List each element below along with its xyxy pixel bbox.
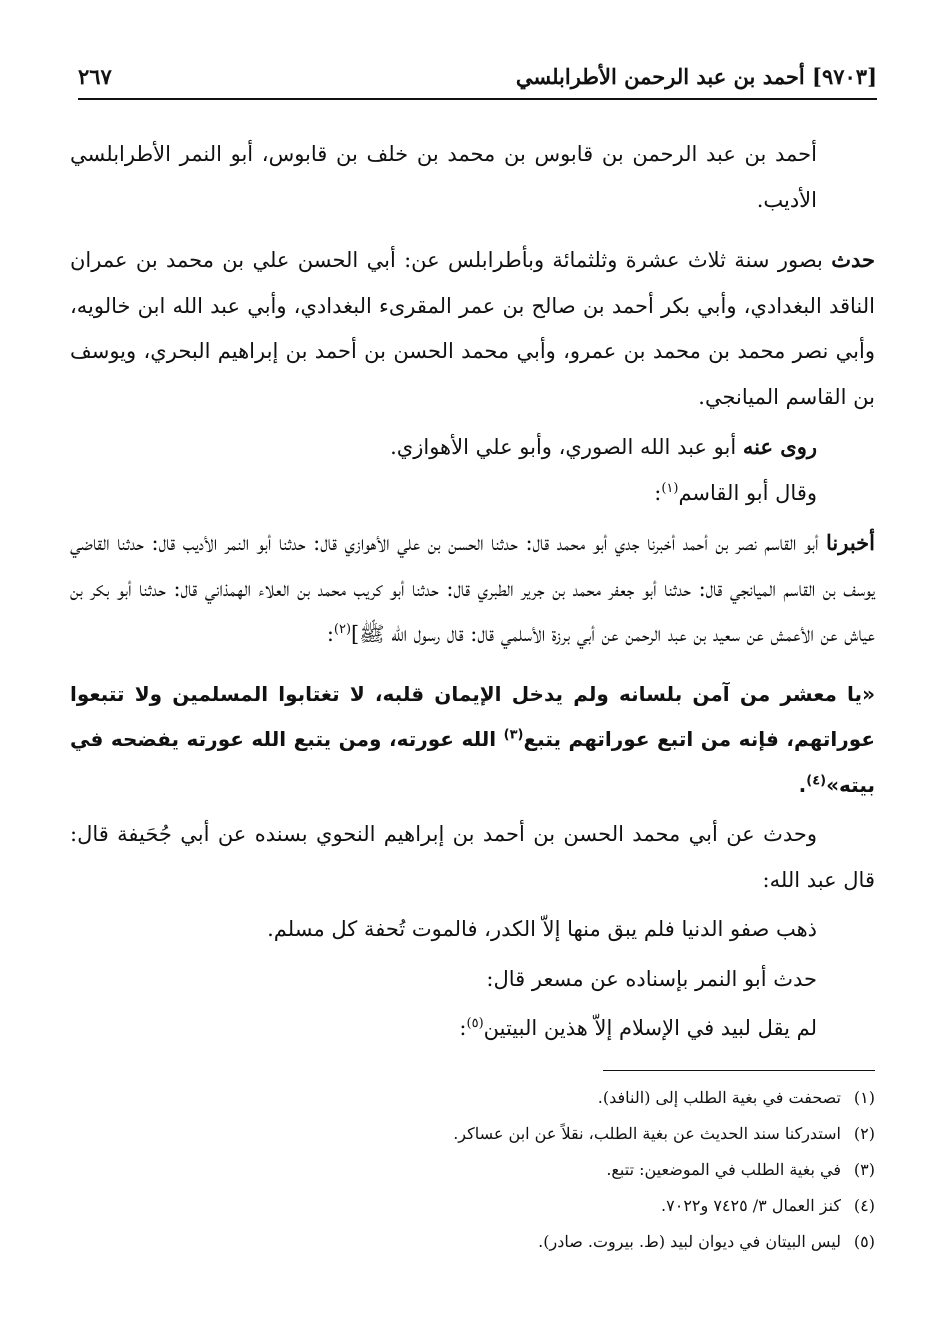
footnote-item — [70, 1188, 875, 1224]
paragraph-qala — [70, 471, 875, 517]
footnote-ref-1[interactable]: (١) — [661, 480, 679, 496]
footnote-number: (٢) — [853, 1124, 875, 1143]
paragraph-haddatha-text: بصور سنة ثلاث عشرة وثلثمائة وبأطرابلس عن: أبي الحسن علي بن محمد بن عمران الناقد البغدادي، وأبي بكر أحمد بن صالح بن عمر المقرىء البغدادي، وأبي عبد الله ابن خالويه، وأبي نصر محمد بن محمد بن عمرو، وأبي محمد الحسن بن أحمد بن إبراهيم البحري، ويوسف بن القاسم الميانجي. — [70, 248, 875, 409]
running-header — [78, 58, 877, 100]
paragraph-quote — [70, 907, 875, 953]
footnote-text: في بغية الطلب في الموضعين: تتبع. — [606, 1160, 841, 1179]
hadith-text — [70, 672, 875, 809]
footnote-text: كنز العمال ٣/ ٧٤٢٥ و٧٠٢٢. — [661, 1196, 841, 1215]
paragraph-labid-tail: : — [459, 1016, 467, 1040]
paragraph-qala-text: وقال أبو القاسم — [678, 480, 817, 505]
paragraph-rawa-anhu — [70, 424, 875, 471]
footnote-number: (١) — [853, 1088, 875, 1107]
footnotes — [70, 1080, 875, 1260]
footnote-item — [70, 1152, 875, 1188]
footnote-text: استدركنا سند الحديث عن بغية الطلب، نقلاً عن ابن عساكر. — [453, 1124, 841, 1143]
paragraph-akhbarana — [70, 520, 875, 658]
lead-word-rawa-anhu: روى عنه — [742, 434, 817, 459]
paragraph-misar — [70, 957, 875, 1003]
footnote-text: تصحفت في بغية الطلب إلى (النافد). — [597, 1088, 841, 1107]
footnote-text: ليس البيتان في ديوان لبيد (ط. بيروت. صادر). — [538, 1232, 841, 1251]
footnote-item — [70, 1116, 875, 1152]
lead-word-haddatha: حدث — [831, 247, 875, 272]
paragraph-labid — [70, 1006, 875, 1052]
paragraph-abi-juhayfa-text: وحدث عن أبي محمد الحسن بن أحمد بن إبراهيم النحوي بسنده عن أبي جُحَيفة قال: قال عبد الله: — [70, 822, 875, 892]
paragraph-intro — [70, 132, 875, 223]
page-number: ٢٦٧ — [78, 64, 112, 89]
paragraph-akhbarana-text: أبو القاسم نصر بن أحمد أخبرنا جدي أبو محمد قال: حدثنا الحسن بن علي الأهوازي قال: حدثنا أبو النمر الأديب قال: حدثنا القاضي يوسف بن القاسم الميانجي قال: حدثنا أبو جعفر محمد بن جرير الطبري قال: حدثنا أبو كريب محمد بن العلاء الهمذاني قال: حدثنا أبو بكر بن عياش عن الأعمش عن سعيد بن عبد الرحمن عن أبي برزة الأسلمي قال: قال رسول الله ﷺ] — [70, 531, 875, 646]
footnote-number: (٣) — [853, 1160, 875, 1179]
footnote-item — [70, 1080, 875, 1116]
paragraph-abi-juhayfa — [70, 812, 875, 903]
paragraph-intro-text: أحمد بن عبد الرحمن بن قابوس بن محمد بن خلف بن قابوس، أبو النمر الأطرابلسي الأديب. — [70, 142, 817, 212]
body-text — [70, 132, 875, 1052]
footnote-item — [70, 1224, 875, 1260]
footnote-ref-4[interactable]: (٤) — [806, 772, 827, 788]
hadith-part-a: «يا معشر من آمن بلسانه ولم يدخل الإيمان قلبه، لا تغتابوا المسلمين ولا تتبعوا عوراتهم، فإنه من اتبع عوراتهم يتبع — [70, 681, 875, 751]
paragraph-qala-tail: : — [654, 480, 662, 505]
footnote-ref-2[interactable]: (٢) — [333, 622, 352, 637]
footnote-divider — [603, 1070, 875, 1071]
paragraph-labid-text: لم يقل لبيد في الإسلام إلاّ هذين البيتين — [483, 1016, 817, 1040]
paragraph-akhbarana-tail: : — [326, 622, 334, 646]
footnote-number: (٥) — [853, 1232, 875, 1251]
footnote-ref-3[interactable]: (٣) — [503, 727, 524, 743]
hadith-part-b: الله عورته، ومن يتبع الله عورته يفضحه في بيته» — [70, 727, 875, 797]
lead-word-akhbarana: أخبرنا — [826, 530, 875, 555]
header-title: [٩٧٠٣] أحمد بن عبد الرحمن الأطرابلسي — [515, 64, 877, 89]
paragraph-rawa-anhu-text: أبو عبد الله الصوري، وأبو علي الأهوازي. — [390, 435, 743, 459]
paragraph-misar-text: حدث أبو النمر بإسناده عن مسعر قال: — [486, 966, 817, 991]
footnote-ref-5[interactable]: (٥) — [466, 1016, 484, 1031]
paragraph-quote-text: ذهب صفو الدنيا فلم يبق منها إلاّ الكدر، فالموت تُحفة كل مسلم. — [267, 917, 817, 941]
hadith-tail: . — [798, 772, 807, 797]
paragraph-haddatha — [70, 237, 875, 420]
footnote-number: (٤) — [853, 1196, 875, 1215]
